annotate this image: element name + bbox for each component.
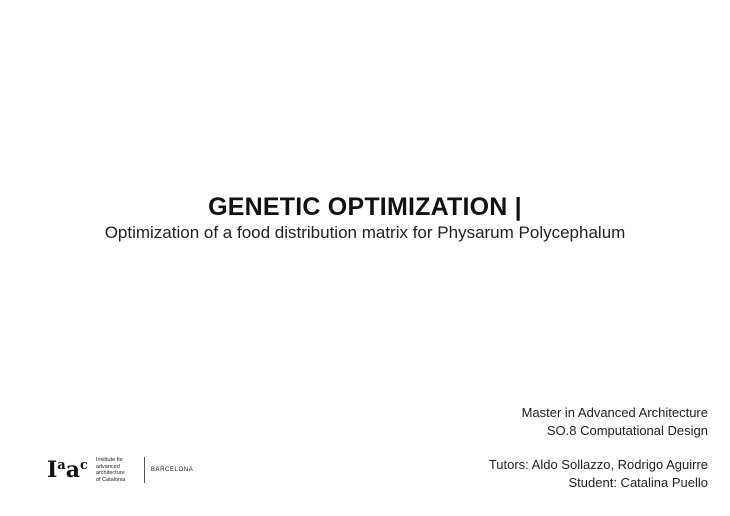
program-name: Master in Advanced Architecture [521, 405, 708, 420]
logo-text-line: of Catalonia [95, 476, 126, 483]
logo-letter-a-superscript: a [57, 458, 66, 473]
credits-block [489, 404, 708, 492]
logo-divider [144, 457, 145, 483]
iaac-logo [47, 455, 193, 485]
logo-letter-a: a [65, 457, 80, 483]
spacer [489, 440, 708, 456]
slide-subtitle: Optimization of a food distribution matrix for Physarum Polycephalum [104, 223, 626, 242]
tutors-line: Tutors: Aldo Sollazzo, Rodrigo Aguirre [488, 457, 708, 472]
logo-text-line: architecture [95, 470, 125, 476]
logo-text-line: advanced [95, 463, 120, 470]
logo-letter-c: c [80, 458, 88, 473]
logo-letter-i: I [47, 457, 58, 483]
logo-institute-name [96, 457, 140, 483]
student-line: Student: Catalina Puello [568, 475, 708, 490]
logo-text-line: Institute for [95, 457, 124, 463]
title-block [0, 192, 730, 244]
iaac-logo-mark [47, 459, 88, 481]
course-name: SO.8 Computational Design [546, 423, 708, 438]
slide-title: GENETIC OPTIMIZATION | [208, 193, 522, 221]
logo-city: BARCELONA [150, 467, 194, 473]
